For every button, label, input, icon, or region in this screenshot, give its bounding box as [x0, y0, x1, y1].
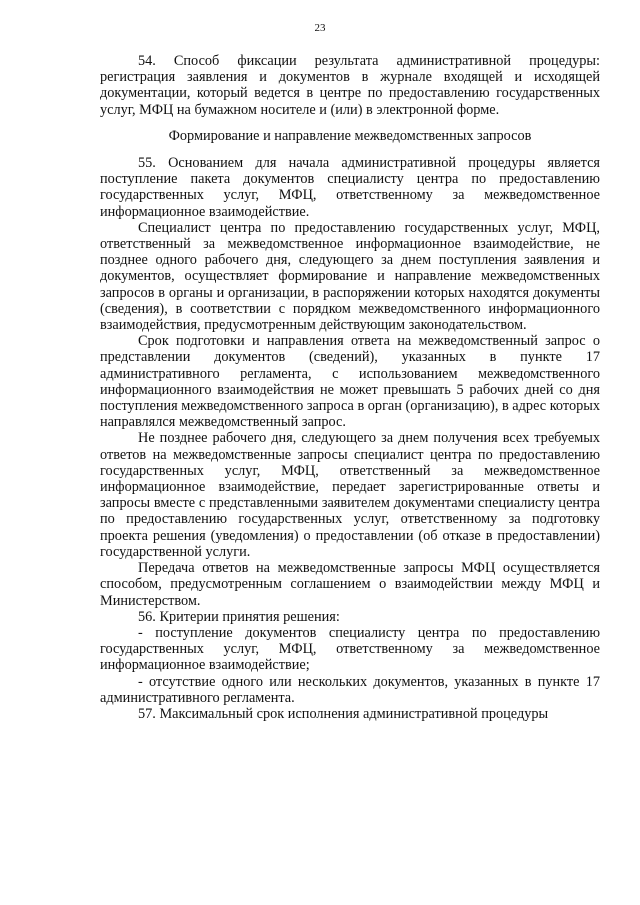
criterion-item-1: - поступление документов специалисту центра по предоставлению государственных услуг, МФЦ, ответственному за межведомственное информационное взаимодействие; [100, 624, 600, 674]
criterion-item-2: - отсутствие одного или нескольких документов, указанных в пункте 17 административного регламента. [100, 673, 600, 706]
paragraph-specialist: Специалист центра по предоставлению государственных услуг, МФЦ, ответственный за межведомственное информационное взаимодействие, не позднее одного рабочего дня, следующего за днем поступления заявления и документов, осуществляет формирование и направление межведомственных запросов в органы и организации, в распоряжении которых находятся документы (сведения), в соответствии с порядком межведомственного информационного взаимодействия, предусмотренным действующим законодательством. [100, 219, 600, 334]
paragraph-response-deadline: Срок подготовки и направления ответа на межведомственный запрос о представлении документов (сведений), указанных в пункте 17 административного регламента, с использованием межведомственного информационного взаимодействия не может превышать 5 рабочих дней со дня поступления межведомственного запроса в орган (организацию), в адрес которых направлялся межведомственный запрос. [100, 333, 600, 431]
paragraph-mfc-transfer: Передача ответов на межведомственные запросы МФЦ осуществляется способом, предусмотренным соглашением о взаимодействии между МФЦ и Министерством. [100, 560, 600, 609]
paragraph-55: 55. Основанием для начала административной процедуры является поступление пакета документов специалисту центра по предоставлению государственных услуг, МФЦ, ответственному за межведомственное информационное взаимодействие. [100, 155, 600, 220]
paragraph-57: 57. Максимальный срок исполнения административной процедуры [138, 705, 549, 722]
section-heading: Формирование и направление межведомственных запросов [168, 127, 532, 144]
page-number: 23 [314, 22, 326, 34]
paragraph-56: 56. Критерии принятия решения: [138, 608, 340, 625]
paragraph-transfer-answers: Не позднее рабочего дня, следующего за днем получения всех требуемых ответов на межведомственные запросы специалист центра по предоставлению государственных услуг, МФЦ, ответственный за межведомственное информационное взаимодействие, передает зарегистрированные ответы и запросы вместе с представленными заявителем документами специалисту центра по предоставлению государственных услуг, ответственному за подготовку проекта решения (уведомления) о предоставлении (об отказе в предоставлении) государственной услуги. [100, 430, 600, 560]
document-body [100, 53, 600, 722]
paragraph-54: 54. Способ фиксации результата административной процедуры: регистрация заявления и документов в журнале входящей и исходящей документации, который ведется в центре по предоставлению государственных услуг, МФЦ на бумажном носителе и (или) в электронной форме. [100, 53, 600, 118]
